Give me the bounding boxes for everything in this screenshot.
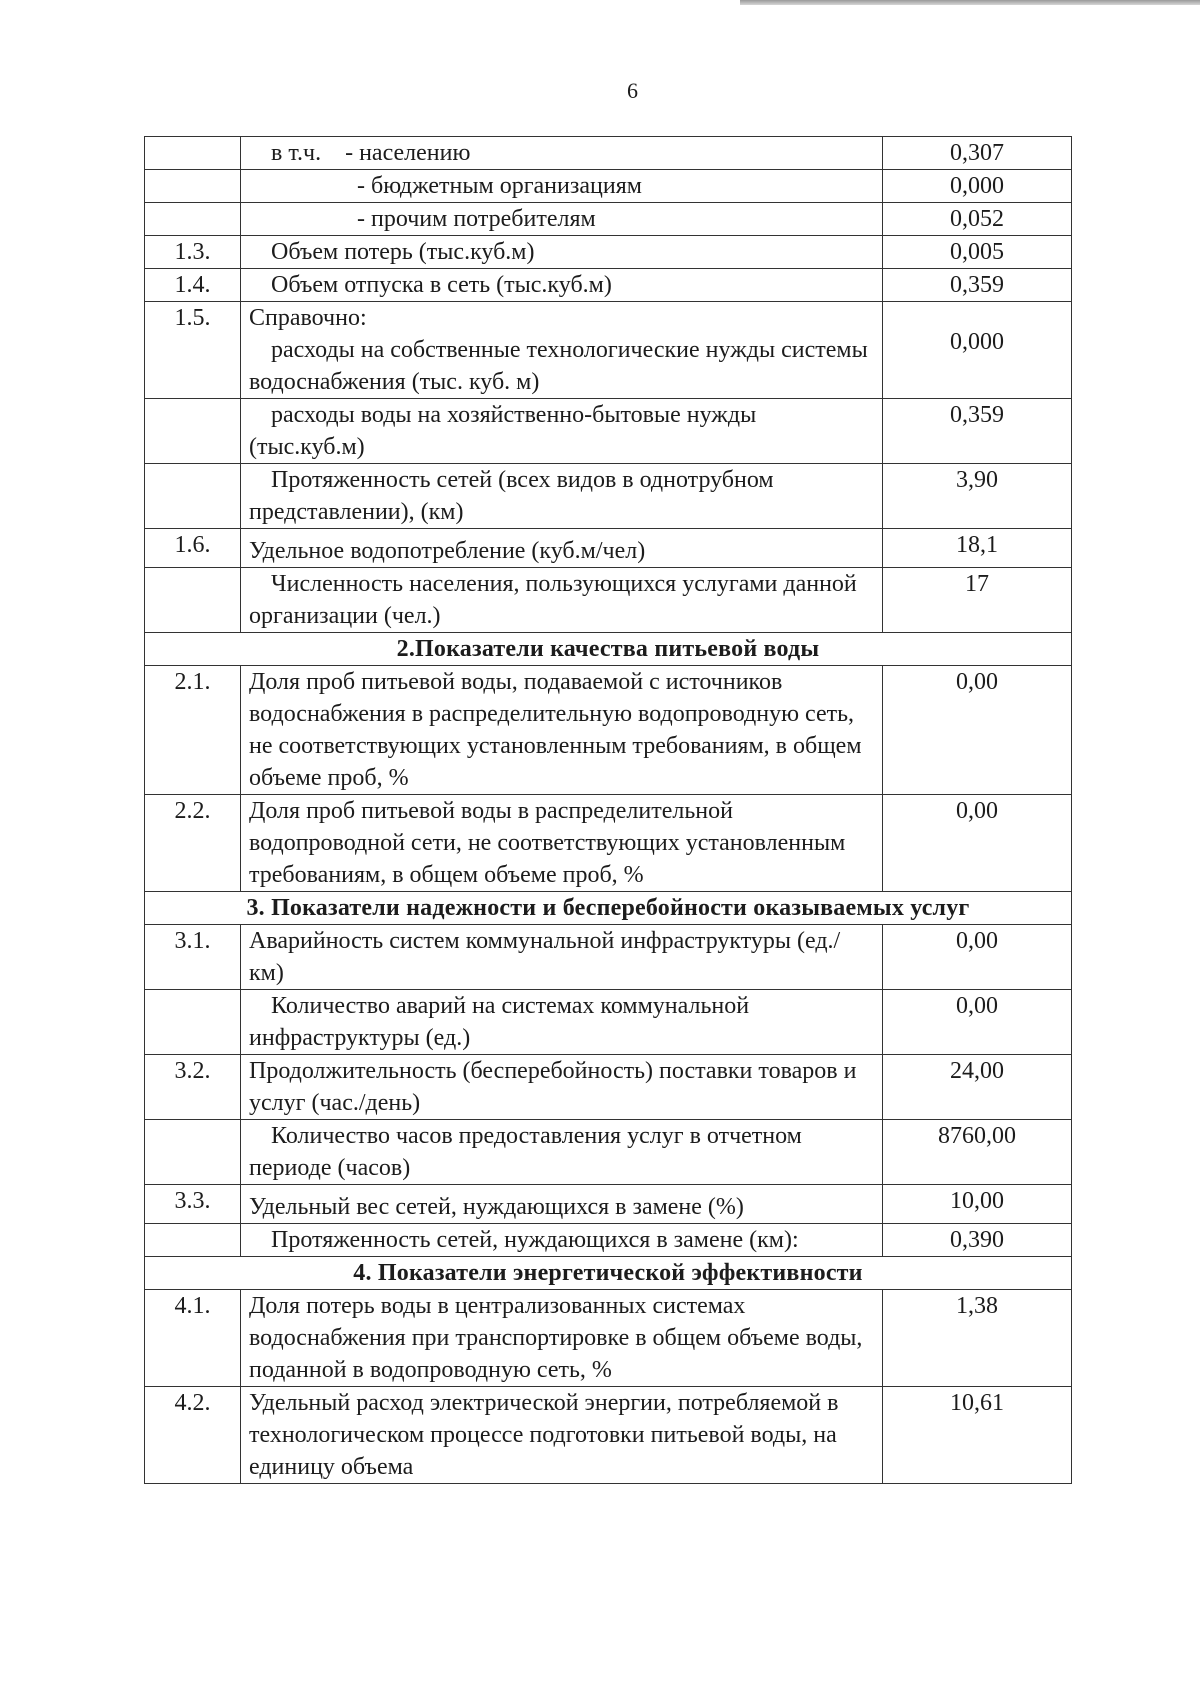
section-header-row [145,892,1072,925]
row-value: 24,00 [883,1055,1072,1120]
row-number: 4.2. [145,1387,241,1484]
row-number [145,170,241,203]
row-value: 0,307 [883,137,1072,170]
row-description [241,568,883,633]
table-row [145,236,1072,269]
row-description-body: Протяженность сетей (всех видов в однотрубном представлении), (км) [249,467,774,525]
row-description [241,1120,883,1185]
row-description-body: Количество аварий на системах коммунальной инфраструктуры (ед.) [249,993,750,1051]
row-description-body: расходы воды на хозяйственно-бытовые нужды (тыс.куб.м) [249,402,757,460]
row-number [145,568,241,633]
row-number [145,203,241,236]
table-row [145,464,1072,529]
table-row [145,1120,1072,1185]
table-row [145,990,1072,1055]
table-row [145,203,1072,236]
row-number: 2.1. [145,666,241,795]
table-row [145,1290,1072,1387]
table-row [145,399,1072,464]
row-number [145,137,241,170]
table-row [145,302,1072,399]
row-description: Объем потерь (тыс.куб.м) [241,236,883,269]
row-number [145,1224,241,1257]
row-number: 2.2. [145,795,241,892]
table-row [145,1055,1072,1120]
row-number: 3.1. [145,925,241,990]
table-row [145,137,1072,170]
row-description-text [249,334,874,398]
table-row [145,795,1072,892]
row-value: 0,00 [883,925,1072,990]
row-value: 10,00 [883,1185,1072,1224]
table-row [145,1224,1072,1257]
row-description [241,1224,883,1257]
row-value: 18,1 [883,529,1072,568]
row-description: Доля потерь воды в централизованных системах водоснабжения при транспортировке в общем объеме воды, поданной в водопроводную сеть, % [241,1290,883,1387]
table-row [145,925,1072,990]
table-row [145,1387,1072,1484]
row-description: - бюджетным организациям [241,170,883,203]
table-row [145,1185,1072,1224]
section-header-row [145,633,1072,666]
row-description: Аварийность систем коммунальной инфраструктуры (ед./км) [241,925,883,990]
row-value: 0,052 [883,203,1072,236]
row-description-body: Удельный вес сетей, нуждающихся в замене (%) [249,1194,744,1220]
row-value: 0,000 [883,302,1072,399]
reference-heading: Справочно: [249,305,367,331]
row-number [145,464,241,529]
row-value: 17 [883,568,1072,633]
row-description [241,1185,883,1224]
row-value: 0,000 [883,170,1072,203]
row-description [241,302,883,399]
row-number: 1.5. [145,302,241,399]
page-edge-line [740,0,1200,5]
row-number: 1.6. [145,529,241,568]
section-header-row [145,1257,1072,1290]
row-value: 0,359 [883,269,1072,302]
row-description-body: Протяженность сетей, нуждающихся в замене (км): [271,1227,799,1253]
row-value: 0,00 [883,990,1072,1055]
row-number: 3.2. [145,1055,241,1120]
row-description-body: Количество часов предоставления услуг в отчетном периоде (часов) [249,1123,802,1181]
row-description: Доля проб питьевой воды, подаваемой с источников водоснабжения в распределительную водопроводную сеть, не соответствующих установленным требованиям, в общем объеме проб, % [241,666,883,795]
section-title: 3. Показатели надежности и бесперебойности оказываемых услуг [145,892,1072,925]
row-value: 0,390 [883,1224,1072,1257]
row-value: 8760,00 [883,1120,1072,1185]
table-row [145,568,1072,633]
table-row [145,170,1072,203]
row-value: 0,00 [883,795,1072,892]
page-number: 6 [627,78,638,103]
row-description: в т.ч. - населению [241,137,883,170]
row-value: 0,359 [883,399,1072,464]
table-row [145,269,1072,302]
row-description [241,399,883,464]
row-description-body: Удельное водопотребление (куб.м/чел) [249,538,646,564]
row-number [145,1120,241,1185]
row-number: 4.1. [145,1290,241,1387]
row-description-body: расходы на собственные технологические нужды системы водоснабжения (тыс. куб. м) [249,337,868,395]
row-number [145,990,241,1055]
section-title: 4. Показатели энергетической эффективности [145,1257,1072,1290]
row-description [241,464,883,529]
row-description-body: Численность населения, пользующихся услугами данной организации (чел.) [249,571,857,629]
section-title: 2.Показатели качества питьевой воды [145,633,1072,666]
indicators-table [144,136,1072,1484]
row-value: 1,38 [883,1290,1072,1387]
row-description [241,990,883,1055]
row-description: Удельный расход электрической энергии, потребляемой в технологическом процессе подготовки питьевой воды, на единицу объема [241,1387,883,1484]
table-row [145,666,1072,795]
row-description: Продолжительность (бесперебойность) поставки товаров и услуг (час./день) [241,1055,883,1120]
row-number [145,399,241,464]
row-value: 3,90 [883,464,1072,529]
row-description: Объем отпуска в сеть (тыс.куб.м) [241,269,883,302]
row-description: Доля проб питьевой воды в распределительной водопроводной сети, не соответствующих установленным требованиям, в общем объеме проб, % [241,795,883,892]
row-description [241,529,883,568]
row-number: 3.3. [145,1185,241,1224]
row-value: 10,61 [883,1387,1072,1484]
row-description: - прочим потребителям [241,203,883,236]
row-value: 0,00 [883,666,1072,795]
row-value: 0,005 [883,236,1072,269]
row-number: 1.4. [145,269,241,302]
row-number: 1.3. [145,236,241,269]
table-row [145,529,1072,568]
